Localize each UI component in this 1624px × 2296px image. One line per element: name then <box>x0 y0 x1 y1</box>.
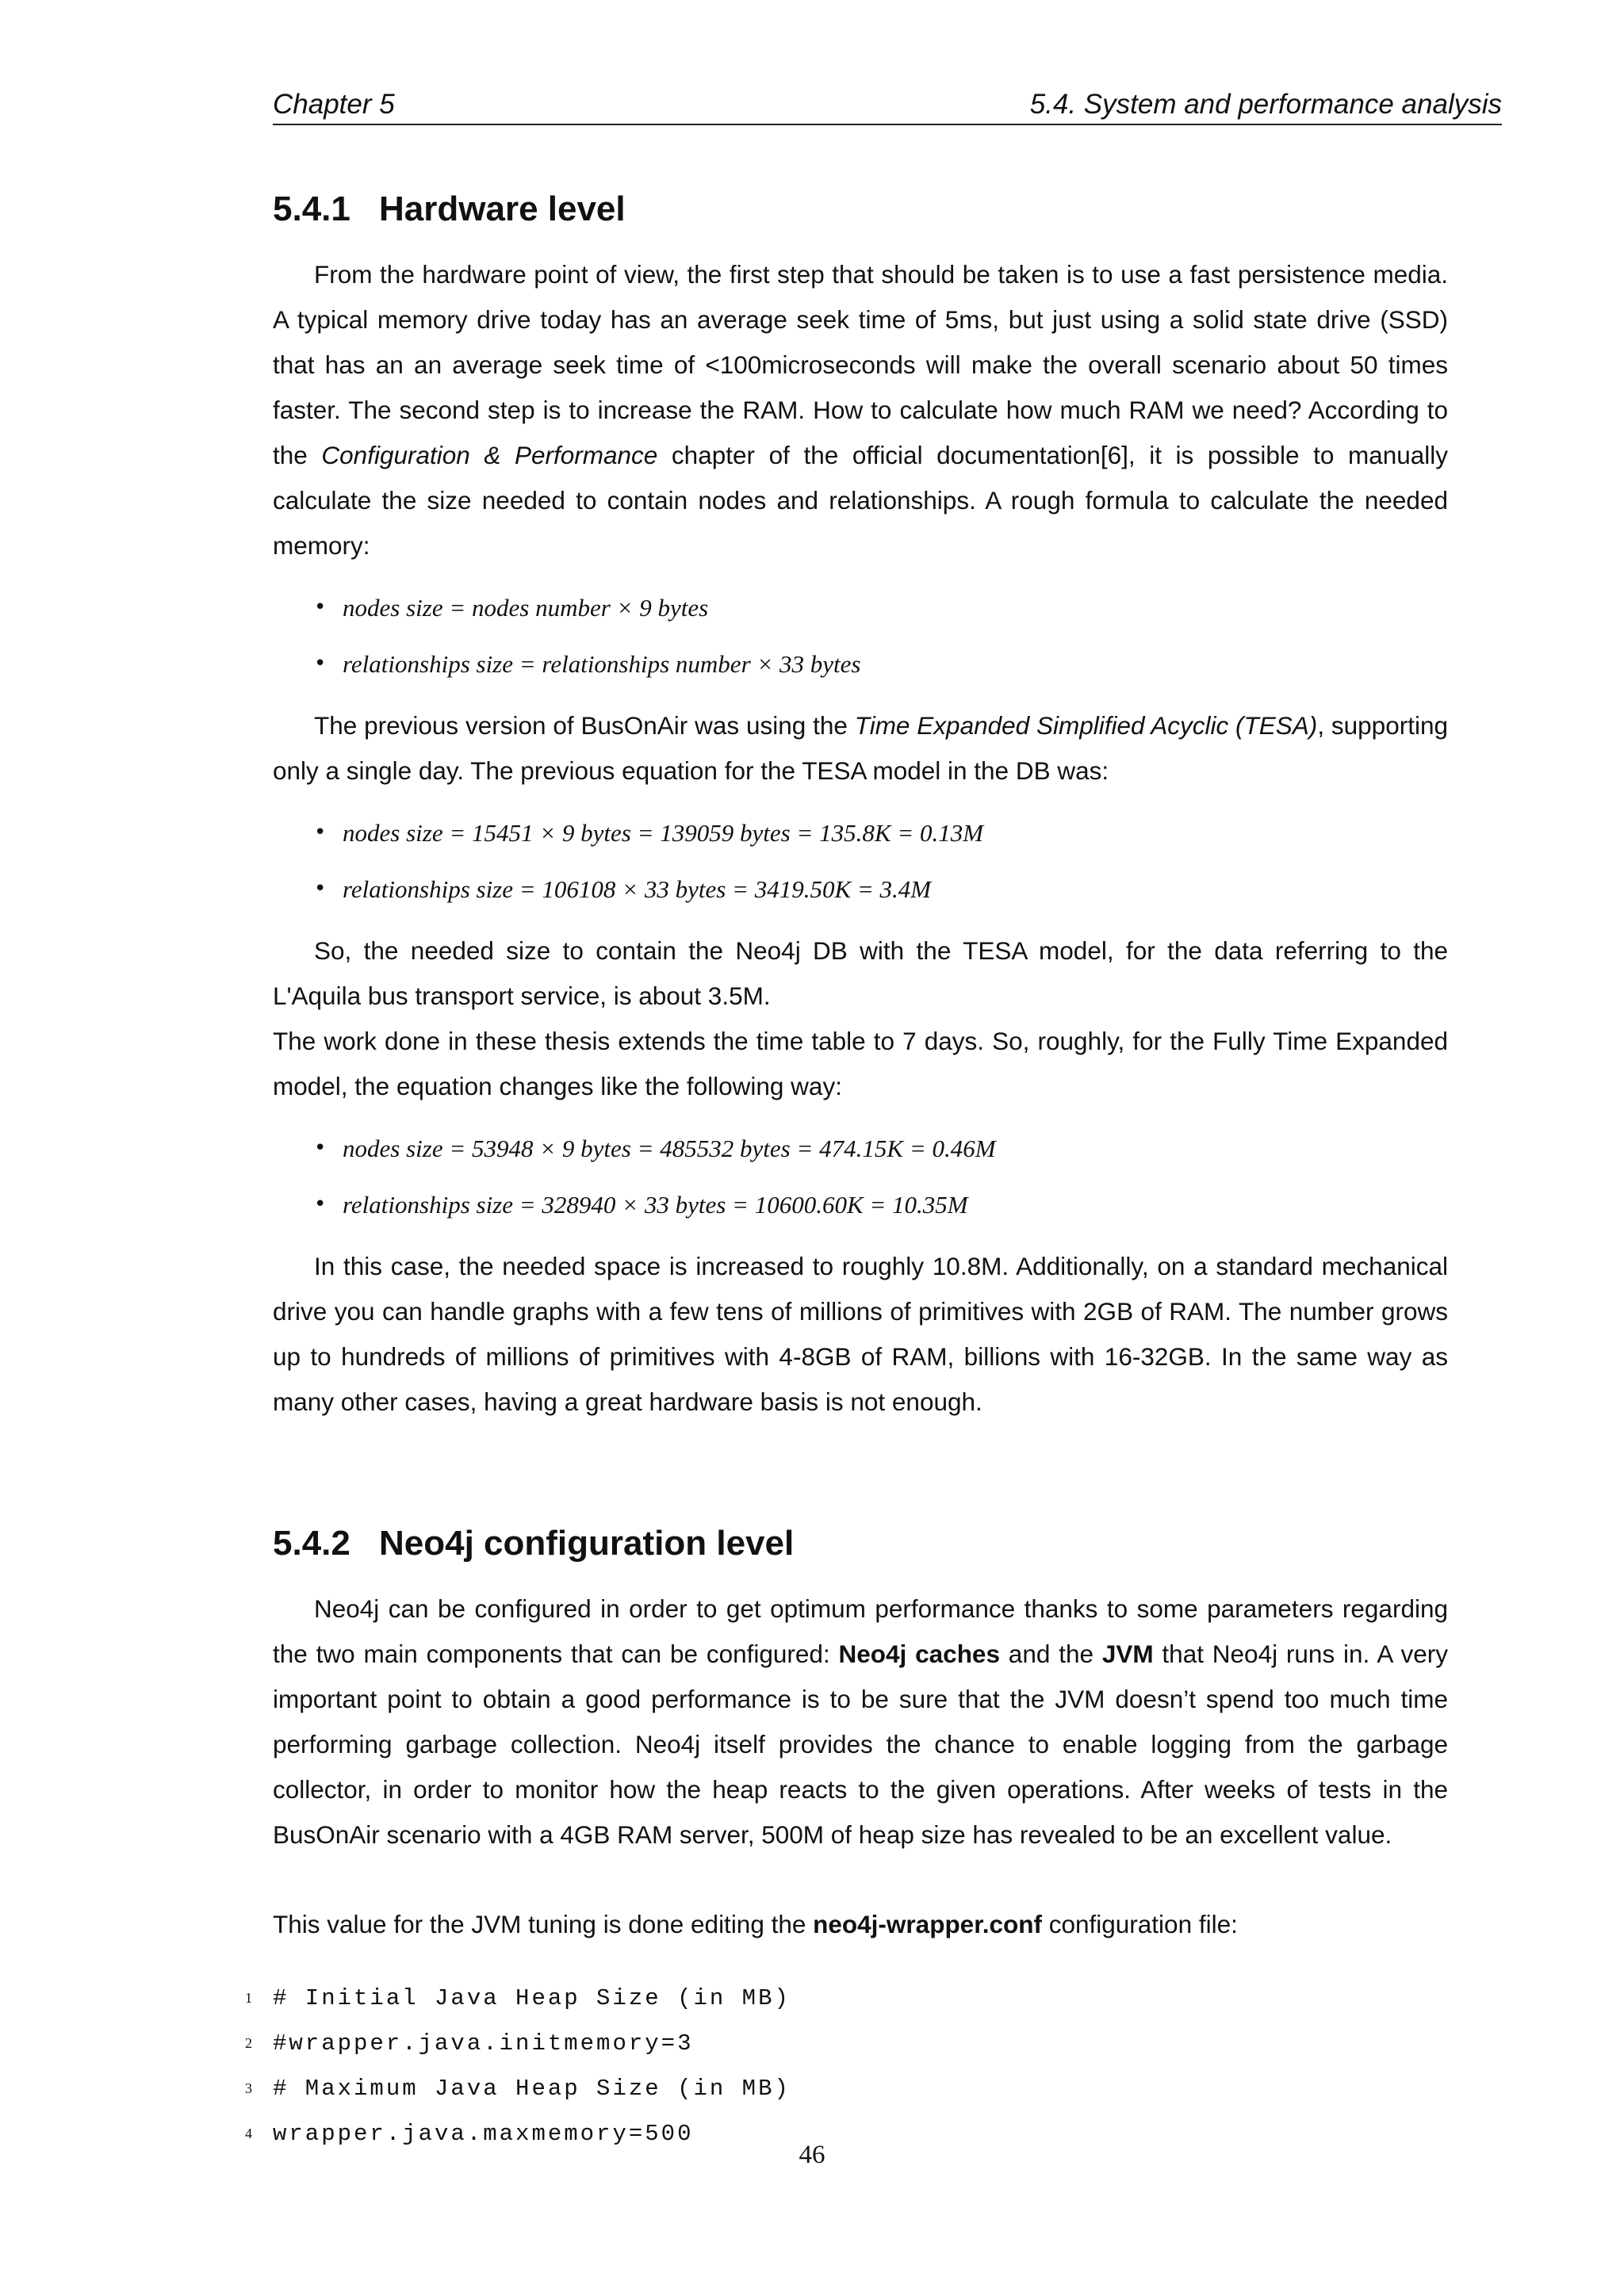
line-number: 4 <box>245 2126 252 2141</box>
section-heading-neo4j-config <box>273 1518 1448 1569</box>
section-title: Hardware level <box>379 189 626 228</box>
formula-item: • nodes size = 53948 × 9 bytes = 485532 bytes = 474.15K = 0.46M <box>314 1120 1448 1177</box>
formula-list-fully-expanded <box>273 1120 1448 1233</box>
paragraph-tesa-size: So, the needed size to contain the Neo4j DB with the TESA model, for the data referring to the L'Aquila bus transport service, is about 3.5M. <box>273 936 1448 1010</box>
bullet-icon: • <box>314 1192 327 1216</box>
bullet-icon: • <box>314 652 327 675</box>
header-chapter: Chapter 5 <box>273 89 395 120</box>
section-number: 5.4.1 <box>273 189 350 228</box>
section-number: 5.4.2 <box>273 1524 350 1563</box>
line-number: 2 <box>245 2035 252 2051</box>
line-number: 3 <box>245 2080 252 2096</box>
running-header <box>273 89 1502 125</box>
bullet-icon: • <box>314 821 327 844</box>
formula-list-tesa <box>273 805 1448 917</box>
bold-filename: neo4j-wrapper.conf <box>813 1910 1042 1938</box>
italic-term: Time Expanded Simplified Acyclic (TESA) <box>854 711 1318 740</box>
formula-list-generic <box>273 580 1448 692</box>
formula-item: • relationships size = 106108 × 33 bytes = 3419.50K = 3.4M <box>314 861 1448 917</box>
page-number: 46 <box>799 2141 825 2169</box>
italic-term: Configuration & Performance <box>321 441 658 469</box>
formula-item: • relationships size = 328940 × 33 bytes = 10600.60K = 10.35M <box>314 1177 1448 1233</box>
paragraph-tesa: The previous version of BusOnAir was using the Time Expanded Simplified Acyclic (TESA), supporting only a single day. The previous equation for the TESA model in the DB was: <box>273 711 1448 785</box>
code-listing <box>245 1976 1448 2156</box>
page-body <box>245 184 1449 2156</box>
formula-item: • relationships size = relationships number × 33 bytes <box>314 636 1448 692</box>
formula-item: • nodes size = nodes number × 9 bytes <box>314 580 1448 636</box>
paragraph-hardware-conclusion: In this case, the needed space is increased to roughly 10.8M. Additionally, on a standard mechanical drive you can handle graphs with a few tens of millions of primitives with 2GB of RAM. The number grows up to hundreds of millions of primitives with 4-8GB of RAM, billions with 16-32GB. In the same way as many other cases, having a great hardware basis is not enough. <box>273 1252 1448 1416</box>
paragraph-neo4j-config: Neo4j can be configured in order to get optimum performance thanks to some parameters regarding the two main components that can be configured: Neo4j caches and the JVM that Neo4j runs in. A very important point to obtain a good performance is to be sure that the JVM doesn’t spend too much time performing garbage collection. Neo4j itself provides the chance to enable logging from the garbage collector, in order to monitor how the heap reacts to the given operations. After weeks of tests in the BusOnAir scenario with a 4GB RAM server, 500M of heap size has revealed to be an excellent value. <box>273 1594 1448 1849</box>
bullet-icon: • <box>314 1136 327 1160</box>
code-line: 1 # Initial Java Heap Size (in MB) <box>273 1976 1448 2021</box>
header-section: 5.4. System and performance analysis <box>1029 89 1502 120</box>
section-heading-hardware <box>273 184 1448 235</box>
section-title: Neo4j configuration level <box>379 1524 795 1563</box>
code-line: 3 # Maximum Java Heap Size (in MB) <box>273 2066 1448 2111</box>
bullet-icon: • <box>314 877 327 901</box>
paragraph-jvm-tuning: This value for the JVM tuning is done editing the neo4j-wrapper.conf configuration file: <box>273 1910 1238 1938</box>
bullet-icon: • <box>314 595 327 619</box>
line-number: 1 <box>245 1990 252 2006</box>
code-line: 4 wrapper.java.maxmemory=500 <box>273 2111 1448 2156</box>
code-line: 2 #wrapper.java.initmemory=3 <box>273 2021 1448 2066</box>
paragraph-time-table: The work done in these thesis extends the time table to 7 days. So, roughly, for the Fully Time Expanded model, the equation changes like the following way: <box>273 1027 1448 1100</box>
bold-term: JVM <box>1101 1640 1154 1668</box>
bold-term: Neo4j caches <box>838 1640 1000 1668</box>
paragraph-hardware-intro: From the hardware point of view, the first step that should be taken is to use a fast persistence media. A typical memory drive today has an average seek time of 5ms, but just using a solid state drive (SSD) that has an an average seek time of <100microseconds will make the overall scenario about 50 times faster. The second step is to increase the RAM. How to calculate how much RAM we need? According to the Configuration & Performance chapter of the official documentation[6], it is possible to manually calculate the size needed to contain nodes and relationships. A rough formula to calculate the needed memory: <box>273 260 1449 560</box>
formula-item: • nodes size = 15451 × 9 bytes = 139059 bytes = 135.8K = 0.13M <box>314 805 1448 861</box>
